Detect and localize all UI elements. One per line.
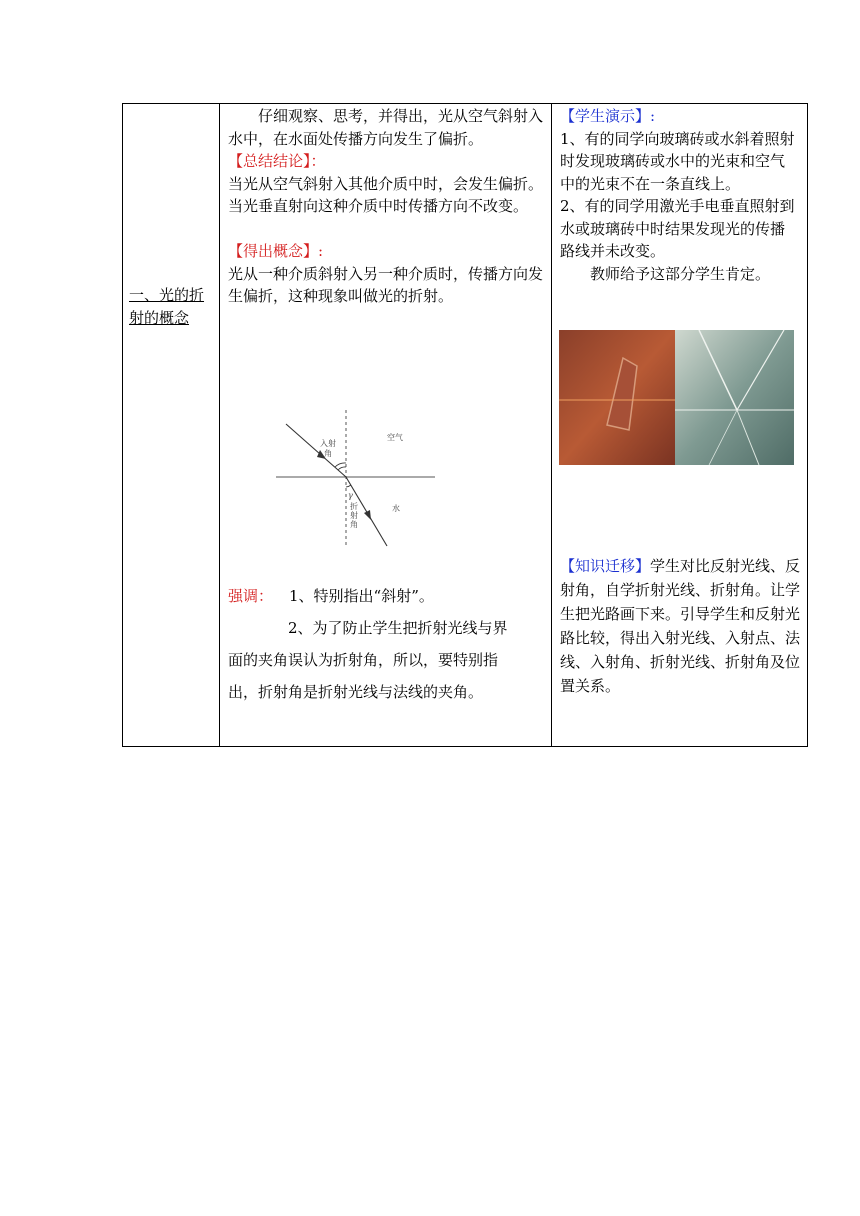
label-incidence-2: 角 — [324, 449, 332, 458]
refraction-photo — [559, 330, 794, 465]
label-water: 水 — [392, 504, 400, 513]
demo-item-1: 1、有的同学向玻璃砖或水斜着照射时发现玻璃砖或水中的光束和空气中的光束不在一条直线上。 — [560, 129, 795, 193]
emphasis-item-2c: 出，折射角是折射光线与法线的夹角。 — [228, 683, 484, 701]
emphasis-item-1: 1、特别指出“斜射”。 — [289, 587, 434, 605]
transfer-block — [560, 554, 801, 698]
table-border-bottom — [122, 746, 808, 747]
label-refraction-2: 射 — [350, 511, 358, 520]
summary-line-1: 当光从空气斜射入其他介质中时，会发生偏折。 — [228, 174, 544, 193]
refraction-diagram — [270, 406, 440, 551]
emphasis-item-2a: 2、为了防止学生把折射光线与界 — [288, 619, 508, 637]
incidence-angle-arc — [338, 467, 346, 470]
concept-heading: 【得出概念】: — [228, 242, 324, 260]
demo-heading: 【学生演示】: — [560, 107, 656, 125]
label-incidence-1: 入射 — [320, 439, 336, 448]
incidence-angle-arc-2 — [335, 463, 346, 467]
refracted-arrow — [364, 510, 371, 520]
refraction-angle-arc — [346, 485, 351, 487]
label-air: 空气 — [387, 433, 403, 442]
demo-item-2: 2、有的同学用激光手电垂直照射到水或玻璃砖中时结果发现光的传播路线并未改变。 — [560, 197, 795, 260]
table-border-right — [807, 103, 808, 747]
teacher-note: 教师给予这部分学生肯定。 — [590, 264, 771, 283]
emphasis-item-2b: 面的夹角误认为折射角，所以，要特别指 — [228, 651, 499, 669]
concept-text: 光从一种介质斜射入另一种介质时，传播方向发生偏折，这种现象叫做光的折射。 — [228, 264, 544, 305]
incident-ray — [286, 424, 346, 477]
summary-line-2: 当光垂直射向这种介质中时传播方向不改变。 — [228, 197, 529, 215]
row-label: 一、光的折射的概念 — [129, 286, 205, 327]
transfer-text: 学生对比反射光线、反射角，自学折射光线、折射角。让学生把光路画下来。引导学生和反射光路比较，得出入射光线、入射点、法线、入射角、折射光线、折射角及位置关系。 — [560, 557, 801, 695]
emphasis-label: 强调： — [228, 587, 274, 605]
transfer-heading: 【知识迁移】 — [560, 557, 651, 575]
emphasis-block — [228, 580, 546, 708]
observation-text: 仔细观察、思考，并得出，光从空气斜射入水中，在水面处传播方向发生了偏折。 — [228, 107, 544, 148]
label-refraction-3: 角 — [350, 520, 358, 529]
label-refraction-1: 折 — [350, 502, 358, 511]
row-label-cell — [123, 104, 219, 746]
summary-heading: 【总结结论】： — [228, 152, 326, 170]
blank-line — [228, 218, 545, 241]
label-gamma: γ — [348, 491, 353, 500]
photo-right-panel — [675, 330, 794, 465]
